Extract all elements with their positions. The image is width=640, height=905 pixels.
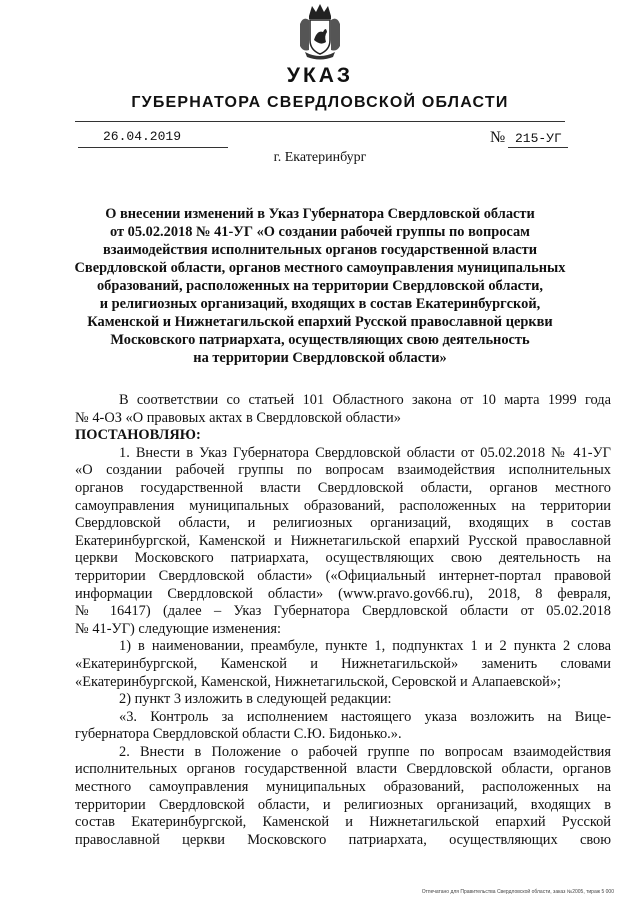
paragraph-2-line: территории Свердловской области, и религиозных организаций, входящих в xyxy=(75,796,611,813)
subpoint-1-line: «Екатеринбургской, Каменской, Нижнетагильской, Серовской и Алапаевской»; xyxy=(75,673,562,690)
paragraph-1-line: самоуправления муниципальных образований, расположенных на территории xyxy=(75,497,611,514)
paragraph-1-line: «О создании рабочей группы по вопросам взаимодействия исполнительных xyxy=(75,462,611,479)
paragraph-2-line: православной церкви Московского патриархата, осуществляющих свою xyxy=(75,831,611,848)
heading-line: и религиозных организаций, входящих в состав Екатеринбургской, xyxy=(99,296,541,312)
decree-body xyxy=(75,392,611,849)
paragraph-1-line: № 41-УГ) следующие изменения: xyxy=(75,620,281,637)
paragraph-1-line: органов государственной власти Свердловской области, органов местного xyxy=(75,479,611,496)
paragraph-1-line: Екатеринбургской, Каменской и Нижнетагильской епархий Русской православной xyxy=(75,532,611,549)
number-label: № xyxy=(490,129,506,146)
decree-heading xyxy=(70,205,570,367)
decree-number: 215-УГ xyxy=(515,131,562,146)
document-type-title: УКАЗ xyxy=(286,64,354,87)
issuer-title: ГУБЕРНАТОРА СВЕРДЛОВСКОЙ ОБЛАСТИ xyxy=(131,94,509,111)
header-divider xyxy=(75,121,565,122)
date-underline xyxy=(78,147,228,148)
subpoint-2-line: 2) пункт 3 изложить в следующей редакции: xyxy=(119,691,392,708)
heading-line: Свердловской области, органов местного самоуправления муниципальных xyxy=(74,260,566,276)
paragraph-1-line: № 16417) (далее – Указ Губернатора Свердловской области от 05.02.2018 xyxy=(75,603,611,620)
subpoint-1-line: «Екатеринбургской, Каменской и Нижнетагильской» заменить словами xyxy=(75,655,611,672)
heading-line: Каменской и Нижнетагильской епархий Русской православной церкви xyxy=(87,314,553,330)
heading-line: образований, расположенных на территории Свердловской области, xyxy=(96,278,544,294)
subpoint-3-line: «3. Контроль за исполнением настоящего указа возложить на Вице- xyxy=(119,708,611,725)
heading-line: взаимодействия исполнительных органов государственной власти xyxy=(102,242,538,258)
heading-line: от 05.02.2018 № 41-УГ «О создании рабочей группы по вопросам xyxy=(109,224,530,240)
heading-line: О внесении изменений в Указ Губернатора Свердловской области xyxy=(105,206,535,222)
paragraph-2-line: исполнительных органов государственной власти Свердловской области, органов xyxy=(75,761,611,778)
decree-word: ПОСТАНОВЛЯЮ: xyxy=(75,427,201,444)
paragraph-1-line: церкви Московского патриархата, осуществляющих свою деятельность на xyxy=(75,550,611,567)
city: г. Екатеринбург xyxy=(273,150,367,165)
preamble-line: № 4-ОЗ «О правовых актах в Свердловской области» xyxy=(75,409,401,426)
paragraph-2-line: 2. Внести в Положение о рабочей группе по вопросам взаимодействия xyxy=(119,743,611,760)
heading-line: на территории Свердловской области» xyxy=(193,350,447,366)
paragraph-1-line: информации Свердловской области» (www.pravo.gov66.ru), 2018, 8 февраля, xyxy=(75,585,611,602)
paragraph-1-line: 1. Внести в Указ Губернатора Свердловской области от 05.02.2018 № 41-УГ xyxy=(119,444,611,461)
number-underline xyxy=(508,147,568,148)
paragraph-2-line: состав Екатеринбургской, Каменской и Нижнетагильской епархий Русской xyxy=(75,814,611,831)
coat-of-arms-icon xyxy=(297,2,343,60)
subpoint-1-line: 1) в наименовании, преамбуле, пункте 1, подпунктах 1 и 2 пункта 2 слова xyxy=(119,638,611,655)
print-footer: Отпечатано для Правительства Свердловской области, заказ №2005, тираж 5 000 xyxy=(421,889,614,895)
paragraph-1-line: Свердловской области, и религиозных организаций, входящих в состав xyxy=(75,515,611,532)
preamble-line: В соответствии со статьей 101 Областного закона от 10 марта 1999 года xyxy=(119,392,611,408)
decree-date: 26.04.2019 xyxy=(103,129,182,144)
subpoint-3-line: губернатора Свердловской области С.Ю. Бидонько.». xyxy=(75,726,402,743)
paragraph-2-line: местного самоуправления муниципальных образований, расположенных на xyxy=(75,779,611,796)
paragraph-1-line: территории Свердловской области» («Официальный интернет-портал правовой xyxy=(75,567,611,584)
heading-line: Московского патриархата, осуществляющих свою деятельность xyxy=(110,332,530,348)
